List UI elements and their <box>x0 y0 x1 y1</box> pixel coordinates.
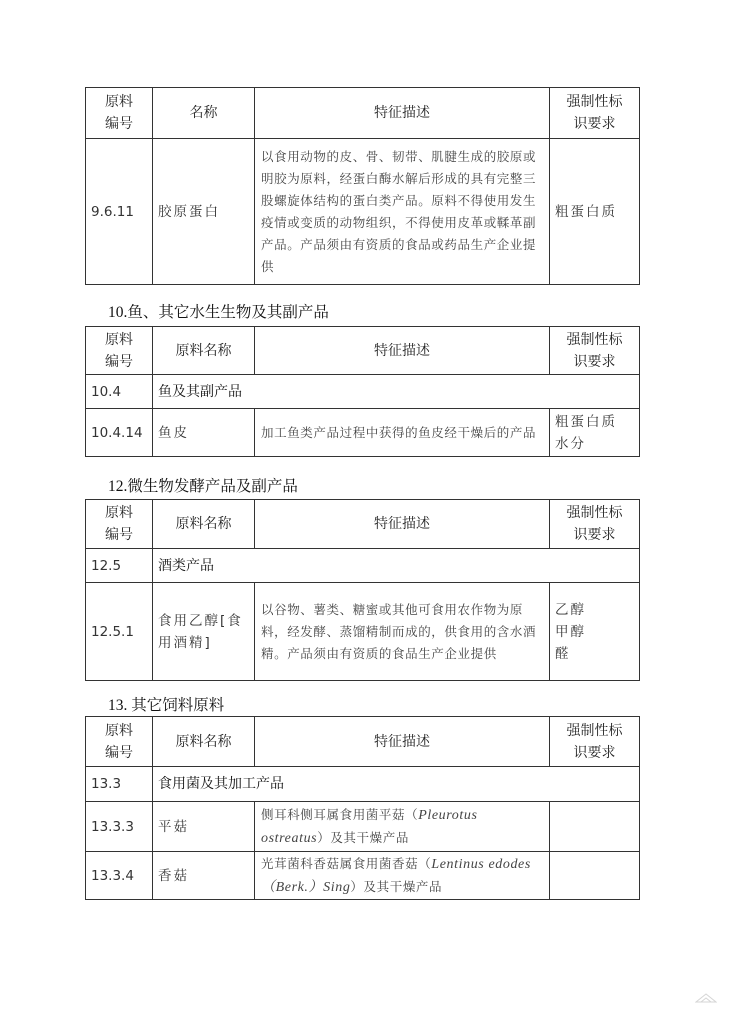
category-name: 食用菌及其加工产品 <box>153 767 640 802</box>
header-code: 原料编号 <box>86 500 153 549</box>
table-header-row <box>86 327 640 375</box>
table-other <box>85 716 639 900</box>
header-name: 原料名称 <box>153 327 255 375</box>
category-row <box>86 549 640 583</box>
header-code: 原料编号 <box>86 717 153 767</box>
category-name: 鱼及其副产品 <box>153 375 640 409</box>
category-code: 13.3 <box>86 767 153 802</box>
row-code: 13.3.3 <box>86 802 153 852</box>
row-name: 鱼皮 <box>153 409 255 457</box>
header-req: 强制性标识要求 <box>550 88 640 139</box>
header-name: 名称 <box>153 88 255 139</box>
row-req: 乙醇 甲醇 醛 <box>550 583 640 681</box>
table-collagen <box>85 87 639 285</box>
header-desc: 特征描述 <box>255 717 550 767</box>
header-code: 原料编号 <box>86 88 153 139</box>
row-req <box>550 852 640 900</box>
row-code: 12.5.1 <box>86 583 153 681</box>
row-name: 香菇 <box>153 852 255 900</box>
row-desc: 加工鱼类产品过程中获得的鱼皮经干燥后的产品 <box>255 409 550 457</box>
category-code: 10.4 <box>86 375 153 409</box>
page-fold-icon <box>695 991 717 1003</box>
row-code: 13.3.4 <box>86 852 153 900</box>
header-desc: 特征描述 <box>255 88 550 139</box>
table-header-row <box>86 88 640 139</box>
table-row <box>86 583 640 681</box>
category-name: 酒类产品 <box>153 549 640 583</box>
row-desc: 以谷物、薯类、糖蜜或其他可食用农作物为原料，经发酵、蒸馏精制而成的，供食用的含水酒精。产品须由有资质的食品生产企业提供 <box>255 583 550 681</box>
table-row <box>86 409 640 457</box>
header-name: 原料名称 <box>153 717 255 767</box>
row-desc: 以食用动物的皮、骨、韧带、肌腱生成的胶原或明胶为原料，经蛋白酶水解后形成的具有完整三股螺旋体结构的蛋白类产品。原料不得使用发生疫情或变质的动物组织，不得使用皮革或鞣革副产品。产品须由有资质的食品或药品生产企业提供 <box>255 139 550 285</box>
section-13-title: 13. 其它饲料原料 <box>108 697 225 714</box>
category-code: 12.5 <box>86 549 153 583</box>
row-code: 10.4.14 <box>86 409 153 457</box>
header-req: 强制性标识要求 <box>550 717 640 767</box>
row-req: 粗蛋白质 水分 <box>550 409 640 457</box>
row-name: 平菇 <box>153 802 255 852</box>
table-row <box>86 802 640 852</box>
table-row <box>86 852 640 900</box>
table-row <box>86 139 640 285</box>
header-desc: 特征描述 <box>255 500 550 549</box>
category-row <box>86 767 640 802</box>
row-name: 食用乙醇[食用酒精] <box>153 583 255 681</box>
section-10-title: 10.鱼、其它水生生物及其副产品 <box>108 304 329 321</box>
header-req: 强制性标识要求 <box>550 500 640 549</box>
header-desc: 特征描述 <box>255 327 550 375</box>
category-row <box>86 375 640 409</box>
table-fermentation <box>85 499 639 681</box>
row-desc: 光茸菌科香菇属食用菌香菇（Lentinus edodes （Berk.）Sing）及其干燥产品 <box>255 852 550 900</box>
row-req: 粗蛋白质 <box>550 139 640 285</box>
table-fish <box>85 326 639 457</box>
table-header-row <box>86 500 640 549</box>
row-desc: 侧耳科侧耳属食用菌平菇（Pleurotus ostreatus）及其干燥产品 <box>255 802 550 852</box>
header-name: 原料名称 <box>153 500 255 549</box>
header-code: 原料编号 <box>86 327 153 375</box>
row-req <box>550 802 640 852</box>
row-code: 9.6.11 <box>86 139 153 285</box>
row-name: 胶原蛋白 <box>153 139 255 285</box>
header-req: 强制性标识要求 <box>550 327 640 375</box>
section-12-title: 12.微生物发酵产品及副产品 <box>108 478 298 495</box>
table-header-row <box>86 717 640 767</box>
